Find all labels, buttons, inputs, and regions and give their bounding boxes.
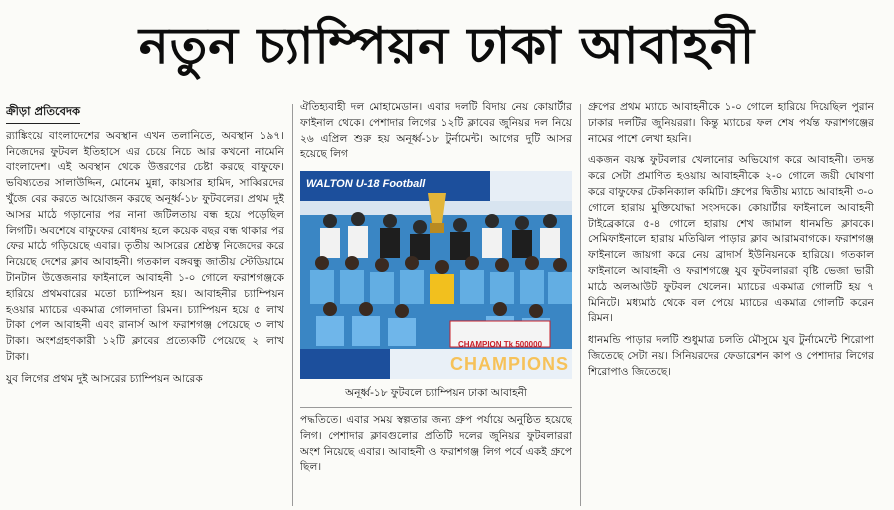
photo-champions-text: CHAMPIONS	[450, 354, 570, 375]
article-column-1	[6, 100, 284, 508]
article-column-3	[588, 100, 874, 508]
team-photo	[300, 171, 572, 379]
byline: ক্রীড়া প্রতিবেদক	[6, 100, 80, 124]
headline: নতুন চ্যাম্পিয়ন ঢাকা আবাহনী	[138, 16, 756, 75]
photo-banner-text: WALTON U-18 Football	[306, 178, 426, 191]
paragraph: ঐতিহ্যবাহী দল মোহামেডান। এবার দলটি বিদায় নেয় কোয়ার্টার ফাইনাল থেকে। পেশাদার লিগের ১২টি ক্লাবের জুনিয়র দল নিয়ে ২৬ এপ্রিল শুরু হয় অনূর্ধ্ব-১৮ টুর্নামেন্ট। আগের দুটি আসর হয়েছে লিগ	[300, 101, 572, 161]
photo-caption: অনূর্ধ্ব-১৮ ফুটবলে চ্যাম্পিয়ন ঢাকা আবাহনী	[300, 383, 572, 408]
column-separator	[580, 104, 581, 506]
paragraph: র‍্যাঙ্কিংয়ে বাংলাদেশের অবস্থান এখন তলানিতে, অবস্থান ১৯৭। নিজেদের ফুটবল ইতিহাসে এর চেয়ে নিচে আর কখনো নামেনি বাংলাদেশ। এই অবস্থান থেকে উত্তরণের চেষ্টা করছে বাফুফে। ভবিষ্যতের সালাউদ্দিন, মোনেম মুন্না, কায়সার হামিদ, সাব্বিরদের খুঁজে বের করতে আয়োজন করছে অনূর্ধ্ব-১৮ ফুটবলের। প্রথম দুই আসর মাঠে গড়ানোর পর নানা জটিলতায় বন্ধ হয়ে পড়েছিল লিগটি। অবশেষে বাফুফের বোধদয় হলে কয়েক বছর বন্ধ থাকার পর ফের মাঠে গড়িয়েছে এবার। তৃতীয় আসরের শ্রেষ্ঠত্ব নিজেদের করে নিয়েছে দেশের ক্লাব আবাহনী। গতকাল বঙ্গবন্ধু জাতীয় স্টেডিয়ামে টানটান উত্তেজনার ফাইনালে আবাহনী ১-০ গোলে ফরাশগঞ্জকে হারিয়ে প্রথমবারের মতো চ্যাম্পিয়ন হয়। আবাহনীর চ্যাম্পিয়ন হওয়ার ম্যাচের একমাত্র গোলদাতা রিমন। চ্যাম্পিয়ন হয়ে ৫ লাখ টাকা পেল আবাহনী এবং রানার্স আপ ফরাশগঞ্জ পেয়েছে ৩ লাখ টাকা। অংশগ্রহণকারী ১২টি ক্লাবের প্রত্যেকটি পেয়েছে ২ লাখ টাকা।	[6, 129, 284, 363]
photo-cheque-text: CHAMPION Tk 500000	[458, 340, 543, 350]
paragraph: যুব লিগের প্রথম দুই আসরের চ্যাম্পিয়ন আরেক	[6, 372, 203, 385]
paragraph: ধানমন্ডি পাড়ার দলটি শুধুমাত্র চলতি মৌসুমে যুব টুর্নামেন্টে শিরোপা জিতেছে সেটা নয়। সিনিয়রদের ফেডারেশন কাপ ও পেশাদার লিগের শিরোপাও জিতেছে।	[588, 334, 874, 378]
paragraph: গ্রুপের প্রথম ম্যাচে আবাহনীকে ১-০ গোলে হারিয়ে দিয়েছিল পুরান ঢাকার দলটির জুনিয়ররা। কিন্তু ম্যাচের ফল শেষ পর্যন্ত ফরাশগঞ্জের নামের পাশে লেখা হয়নি।	[588, 101, 874, 145]
paragraph: একজন বয়স্ক ফুটবলার খেলানোর অভিযোগ করে আবাহনী। তদন্ত করে সেটা প্রমাণিত হওয়ায় আবাহনীকে ২-০ গোলে জয়ী ঘোষণা করে বাফুফের টেকনিক্যাল কমিটি। গ্রুপের দ্বিতীয় ম্যাচে আবাহনী ৩-০ গোলে হারায় মুক্তিযোদ্ধা সংসদকে। কোয়ার্টার ফাইনালে আবাহনী টাইব্রেকারে ৫-৪ গোলে হারায় শেখ জামাল ধানমন্ডি ক্লাবকে। সেমিফাইনালে হারায় মতিঝিল পাড়ার ক্লাব আরামবাগকে। ফরাশগঞ্জ ফাইনালে জায়গা করে নেয় ব্রাদার্স ইউনিয়নকে হারিয়ে। গতকাল ফাইনালে আবাহনী ও ফরাশগঞ্জে যুব ফুটবলাররা বৃষ্টি ভেজা ভারী মাঠে অলআউট ফুটবল খেলেন। ম্যাচের একমাত্র গোলটি হয় ৭ মিনিটে। মধ্যমাঠ থেকে বল পেয়ে ম্যাচের একমাত্র গোলটি করেন রিমন।	[588, 154, 874, 325]
column-separator	[292, 104, 293, 506]
article-column-2	[300, 100, 572, 508]
paragraph: পদ্ধতিতে। এবার সময় স্বল্পতার জন্য গ্রুপ পর্যায়ে অনুষ্ঠিত হয়েছে লিগ। পেশাদার ক্লাবগুলোর প্রতিটি দলের জুনিয়র ফুটবলাররা অংশ নিয়েছে এবার। আবাহনী ও ফরাশগঞ্জ লিগ পর্বে একই গ্রুপে ছিল।	[300, 413, 572, 474]
